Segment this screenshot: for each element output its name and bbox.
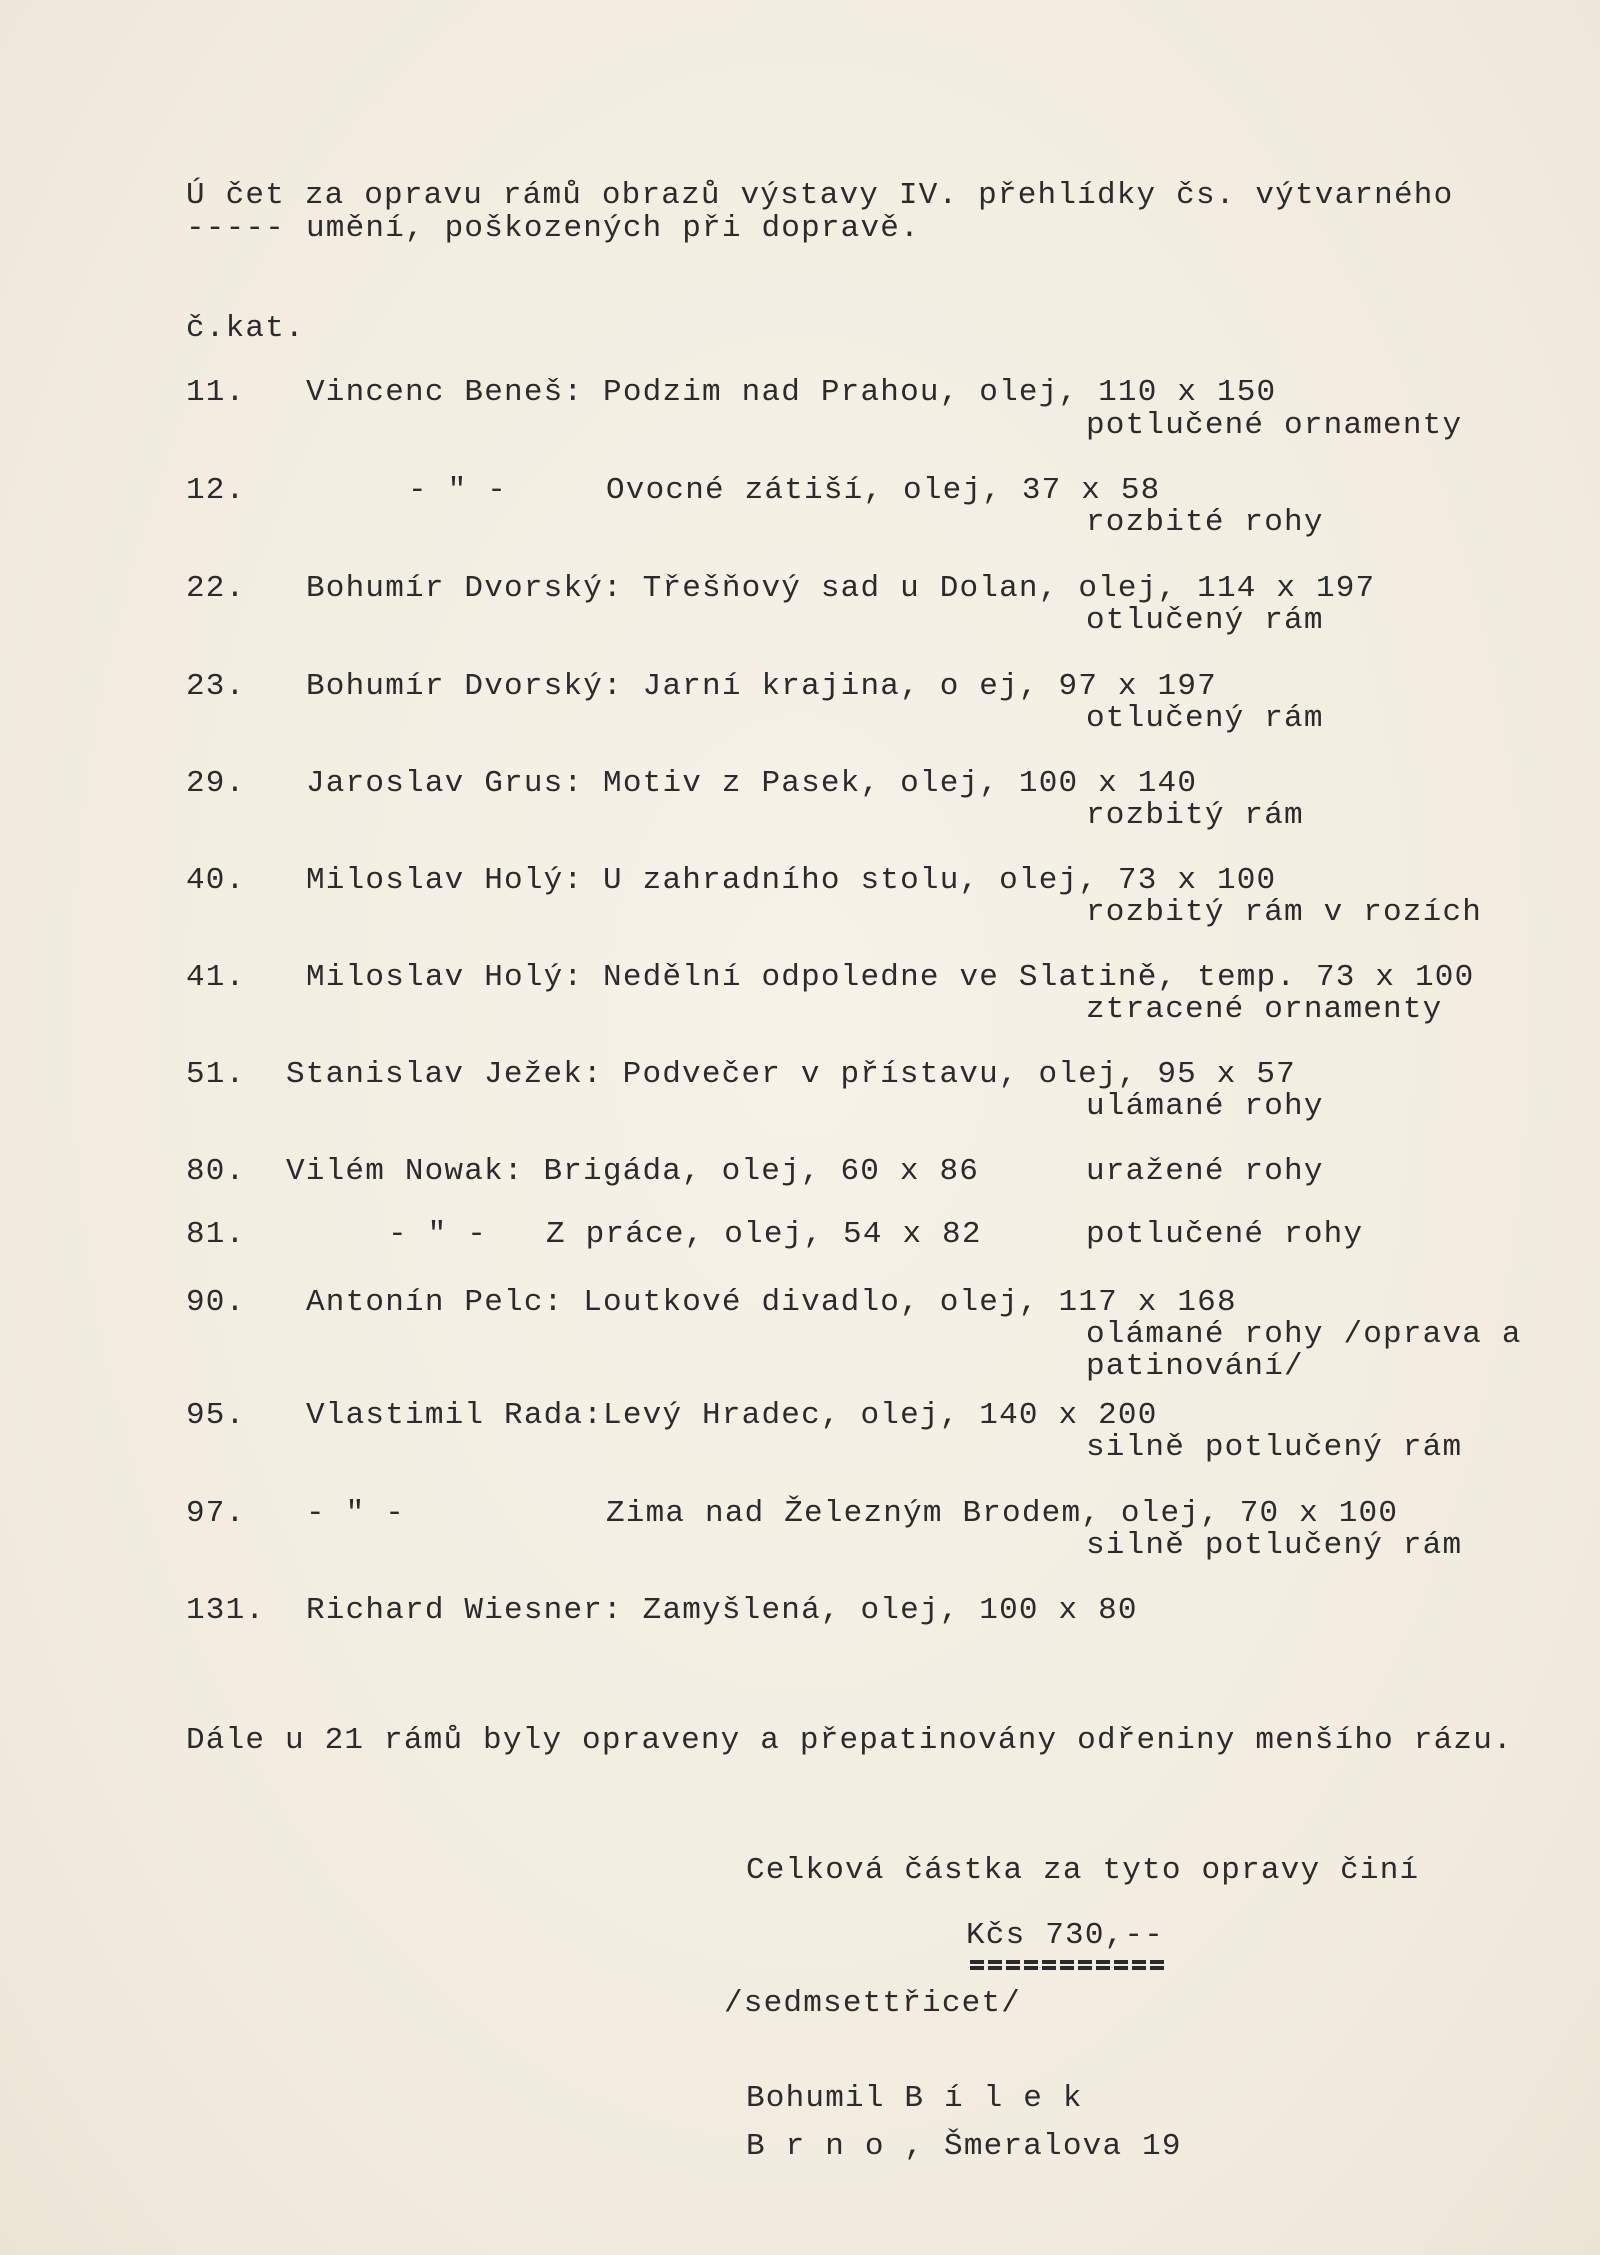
entry-note: otlučený rám <box>1086 603 1324 638</box>
entry-note: silně potlučený rám <box>1086 1430 1463 1465</box>
entry-text: Antonín Pelc: Loutkové divadlo, olej, 117 x 168 <box>306 1285 1237 1320</box>
document-title-line-1: Ú čet za opravu rámů obrazů výstavy IV. přehlídky čs. výtvarného <box>186 178 1454 213</box>
catalog-number-label: č.kat. <box>186 311 305 346</box>
signature-name: Bohumil B í l e k <box>746 2081 1083 2116</box>
entry-text: Zima nad Železným Brodem, olej, 70 x 100 <box>606 1496 1399 1531</box>
entry-number: 29. <box>186 766 246 801</box>
entry-note: otlučený rám <box>1086 701 1324 736</box>
ditto-mark: - " - <box>388 1217 488 1252</box>
total-label: Celková částka za tyto opravy činí <box>746 1853 1420 1888</box>
entry-text: Bohumír Dvorský: Třešňový sad u Dolan, olej, 114 x 197 <box>306 571 1376 606</box>
entry-text: Vlastimil Rada:Levý Hradec, olej, 140 x 200 <box>306 1398 1158 1433</box>
entry-number: 41. <box>186 960 246 995</box>
entry-text: Miloslav Holý: U zahradního stolu, olej, 73 x 100 <box>306 863 1277 898</box>
entry-text: Vincenc Beneš: Podzim nad Prahou, olej, 110 x 150 <box>306 375 1277 410</box>
entry-text: Miloslav Holý: Nedělní odpoledne ve Slatině, temp. 73 x 100 <box>306 960 1475 995</box>
entry-number: 95. <box>186 1398 246 1433</box>
entry-number: 97. <box>186 1496 246 1531</box>
entry-number: 11. <box>186 375 246 410</box>
entry-text: Vilém Nowak: Brigáda, olej, 60 x 86 <box>286 1154 980 1189</box>
entry-note: olámané rohy /oprava a <box>1086 1317 1522 1352</box>
entry-note: uražené rohy <box>1086 1154 1324 1189</box>
entry-number: 40. <box>186 863 246 898</box>
entry-note: ztracené ornamenty <box>1086 992 1443 1027</box>
entry-note: rozbitý rám <box>1086 798 1304 833</box>
entry-number: 131. <box>186 1593 266 1628</box>
signature-address: B r n o , Šmeralova 19 <box>746 2129 1182 2164</box>
entry-number: 23. <box>186 669 246 704</box>
entry-text: Z práce, olej, 54 x 82 <box>546 1217 982 1252</box>
entry-note-continued: patinování/ <box>1086 1349 1304 1384</box>
ditto-mark: - " - <box>306 1496 406 1531</box>
entry-note: potlučené rohy <box>1086 1217 1364 1252</box>
document-title-line-2: umění, poškozených při dopravě. <box>306 211 920 246</box>
entry-number: 22. <box>186 571 246 606</box>
entry-note: rozbitý rám v rozích <box>1086 895 1483 930</box>
entry-text: Jaroslav Grus: Motiv z Pasek, olej, 100 x 140 <box>306 766 1198 801</box>
entry-note: rozbité rohy <box>1086 505 1324 540</box>
entry-text: Bohumír Dvorský: Jarní krajina, o ej, 97 x 197 <box>306 669 1217 704</box>
summary-sentence: Dále u 21 rámů byly opraveny a přepatinovány odřeniny menšího rázu. <box>186 1723 1513 1758</box>
entry-text: Ovocné zátiší, olej, 37 x 58 <box>606 473 1161 508</box>
total-double-underline <box>970 1966 1166 1970</box>
entry-number: 80. <box>186 1154 246 1189</box>
entry-text: Stanislav Ježek: Podvečer v přístavu, olej, 95 x 57 <box>286 1057 1296 1092</box>
entry-number: 81. <box>186 1217 246 1252</box>
total-amount: Kčs 730,-- <box>966 1918 1165 1953</box>
entry-number: 90. <box>186 1285 246 1320</box>
title-underline-dashes: ----- <box>186 211 286 246</box>
ditto-mark: - " - <box>408 473 508 508</box>
entry-number: 51. <box>186 1057 246 1092</box>
entry-number: 12. <box>186 473 246 508</box>
entry-text: Richard Wiesner: Zamyšlená, olej, 100 x 80 <box>306 1593 1138 1628</box>
entry-note: silně potlučený rám <box>1086 1528 1463 1563</box>
entry-note: ulámané rohy <box>1086 1089 1324 1124</box>
total-double-underline <box>970 1960 1166 1964</box>
total-in-words: /sedmsettřicet/ <box>724 1986 1022 2021</box>
entry-note: potlučené ornamenty <box>1086 408 1463 443</box>
